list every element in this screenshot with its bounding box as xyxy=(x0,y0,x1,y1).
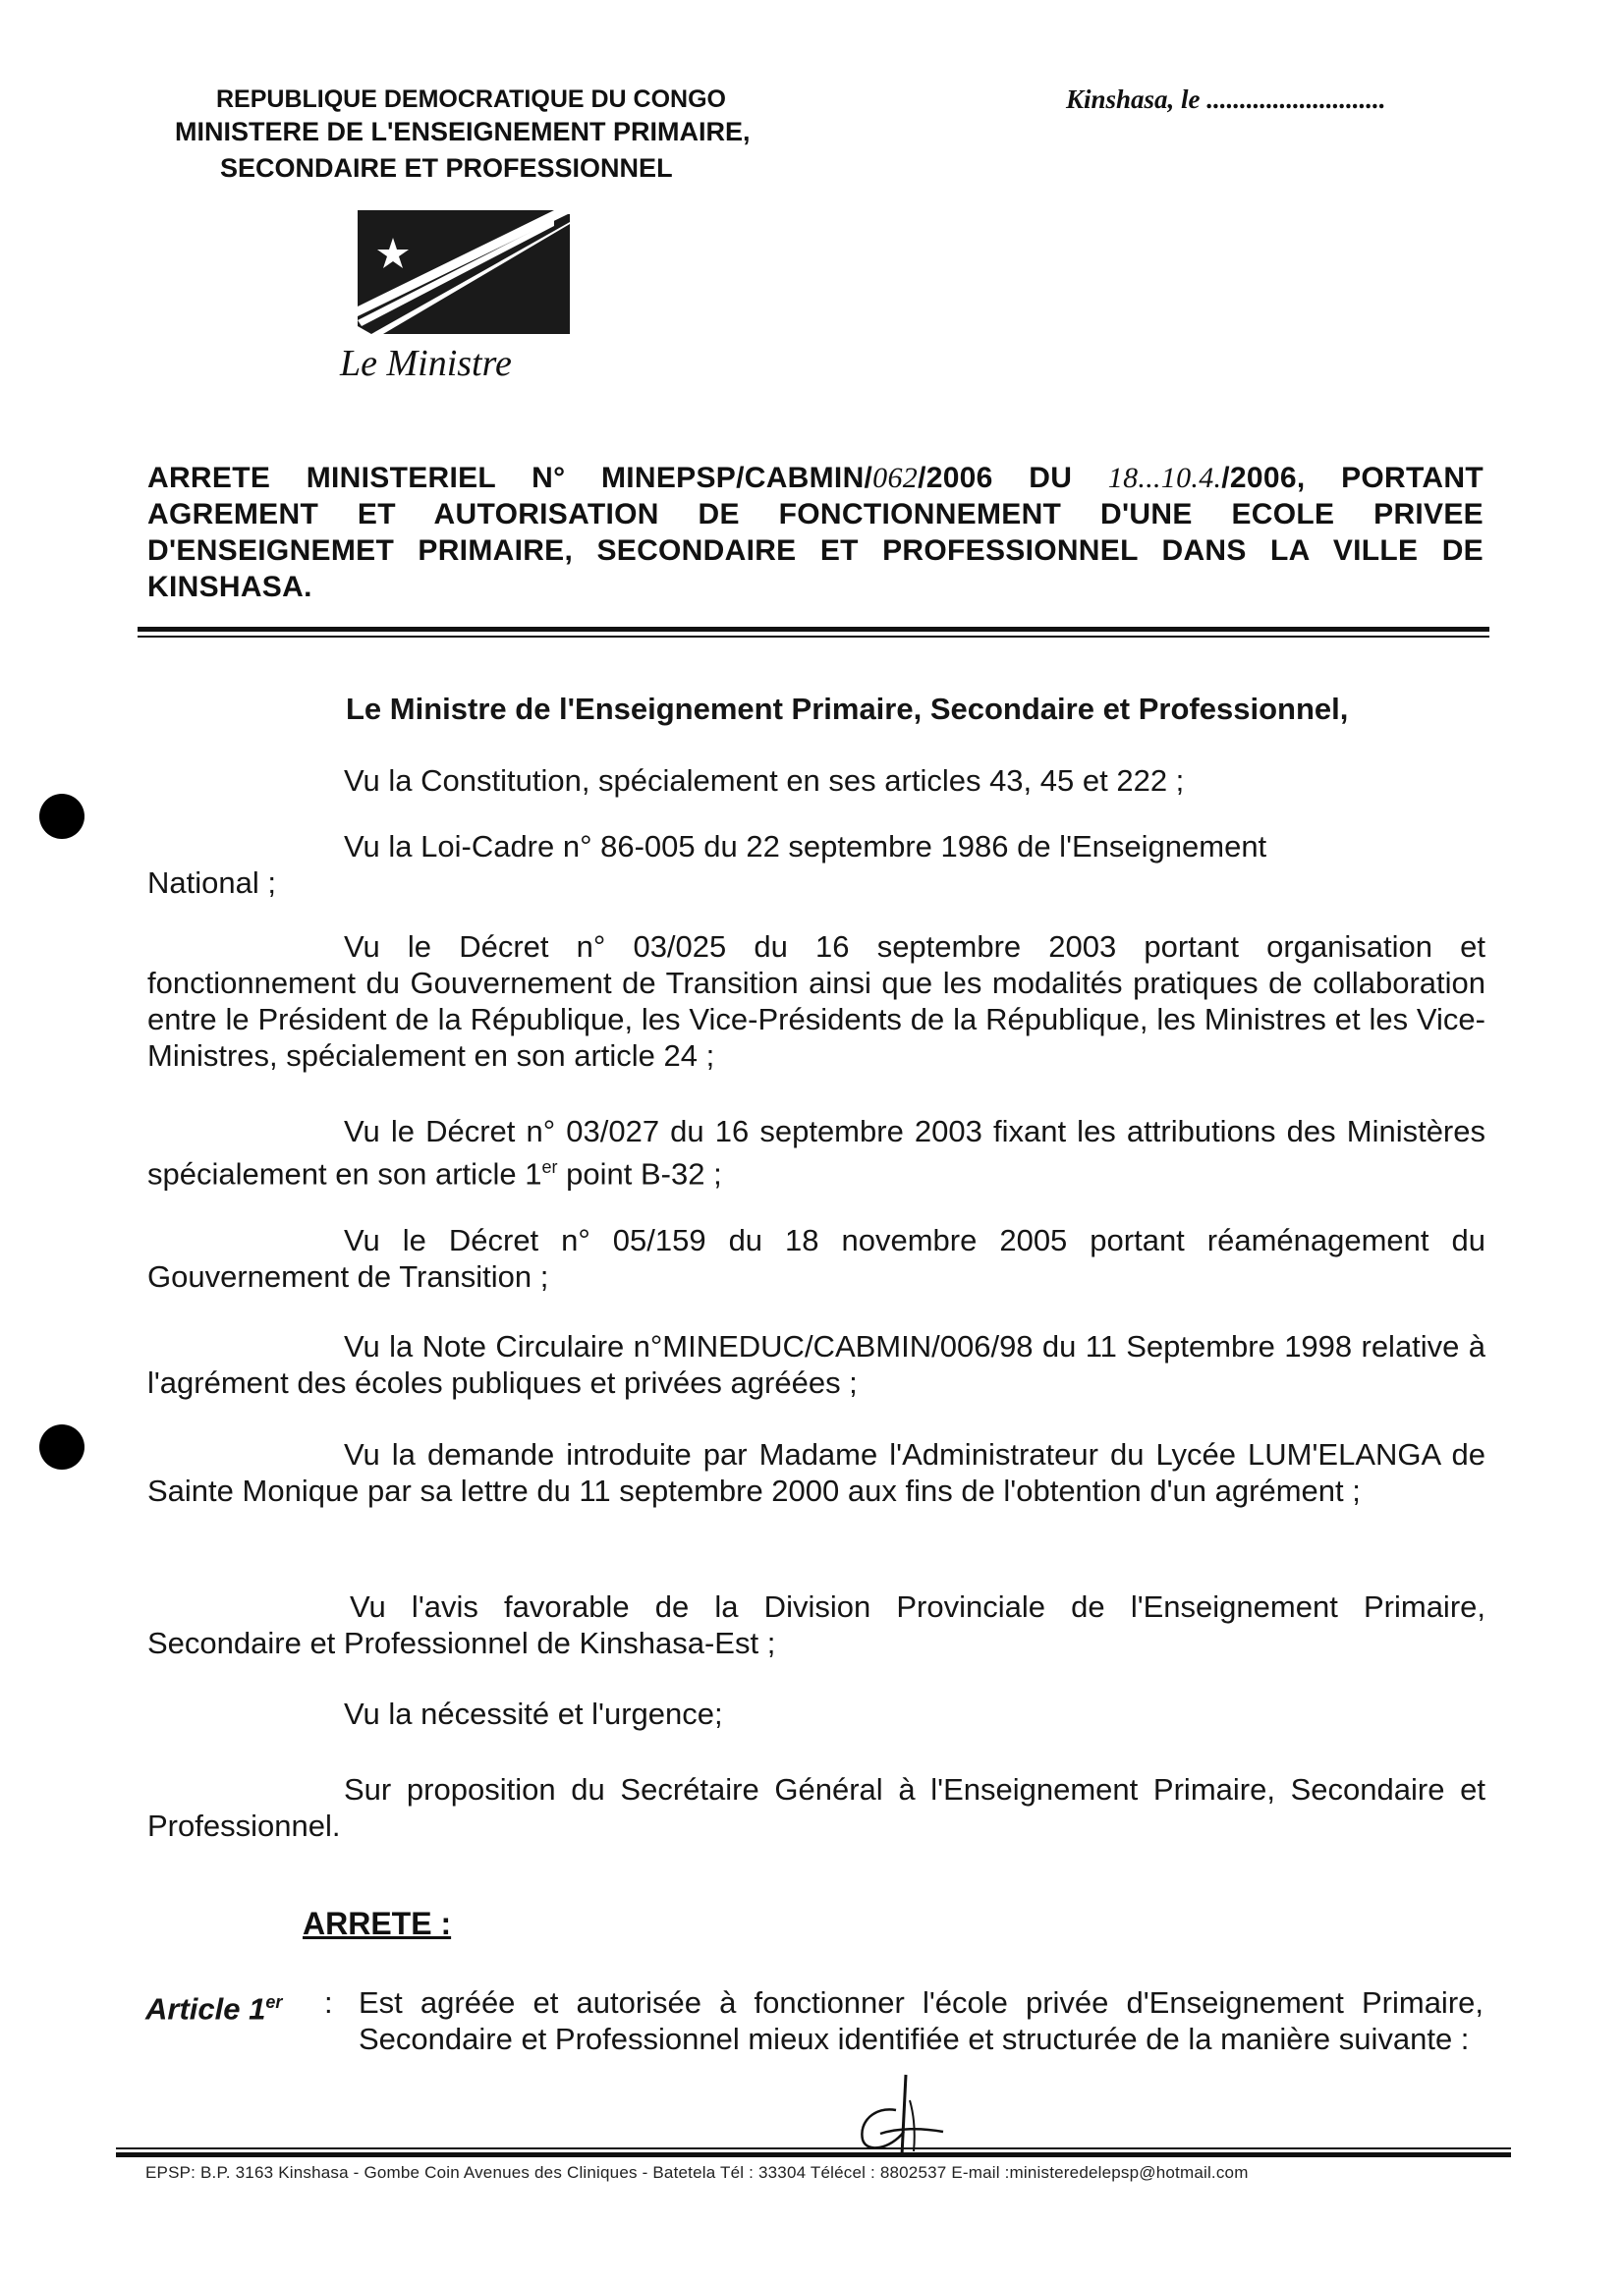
vu-constitution: Vu la Constitution, spécialement en ses articles 43, 45 et 222 ; xyxy=(344,763,1185,798)
article-colon: : xyxy=(324,1985,333,2020)
place-and-date: Kinshasa, le ........................... xyxy=(1066,84,1386,114)
title-part3: /2006, PORTANT AGREMENT ET AUTORISATION DE FONCTIONNEMENT D'UNE ECOLE PRIVEE D'ENSEIGNEMET PRIMAIRE, SECONDAIRE ET PROFESSIONNEL DANS LA VILLE DE KINSHASA. xyxy=(147,462,1484,603)
republic-name: REPUBLIQUE DEMOCRATIQUE DU CONGO xyxy=(216,85,726,113)
article-text: Est agréée et autorisée à fonctionner l'école privée d'Enseignement Primaire, Secondaire et Professionnel mieux identifiée et structurée de la manière suivante : xyxy=(359,1985,1484,2056)
arrete-heading: ARRETE : xyxy=(303,1906,452,1941)
decree-number: 062 xyxy=(872,462,919,494)
title-part1: ARRETE MINISTERIEL N° MINEPSP/CABMIN/ xyxy=(147,462,873,494)
signature-initials xyxy=(845,2071,953,2159)
vu-decret-03-025: Vu le Décret n° 03/025 du 16 septembre 2003 portant organisation et fonctionnement du Gouvernement de Transition ainsi que les modalités pratiques de collaboration entre le Président de la République, les Vice-Présidents de la République, les Ministres et les Vice-Ministres, spécialement en son article 24 ; xyxy=(147,929,1485,1073)
title-rule-thick xyxy=(138,627,1489,632)
vu-avis: Vu l'avis favorable de la Division Provinciale de l'Enseignement Primaire, Secondaire et Professionnel de Kinshasa-Est ; xyxy=(147,1589,1485,1660)
emblem-caption: Le Ministre xyxy=(340,343,512,384)
vu-decret-03-027: Vu le Décret n° 03/027 du 16 septembre 2003 fixant les attributions des Ministères spécialement en son article 1er point B-32 ; xyxy=(147,1114,1485,1192)
title-part2: /2006 DU xyxy=(918,462,1108,494)
footer-rule-thin xyxy=(116,2147,1511,2149)
minister-heading: Le Ministre de l'Enseignement Primaire, Secondaire et Professionnel, xyxy=(346,692,1349,726)
vu-note-circulaire: Vu la Note Circulaire n°MINEDUC/CABMIN/006/98 du 11 Septembre 1998 relative à l'agrément des écoles publiques et privées agréées ; xyxy=(147,1329,1485,1400)
ministry-name-line1: MINISTERE DE L'ENSEIGNEMENT PRIMAIRE, xyxy=(175,117,751,146)
article-label: Article 1er xyxy=(145,1991,283,2027)
ministry-name-line2: SECONDAIRE ET PROFESSIONNEL xyxy=(220,153,673,183)
vu-necessite: Vu la nécessité et l'urgence; xyxy=(344,1697,723,1731)
vu-demande: Vu la demande introduite par Madame l'Administrateur du Lycée LUM'ELANGA de Sainte Monique par sa lettre du 11 septembre 2000 aux fins de l'obtention d'un agrément ; xyxy=(147,1437,1485,1508)
decree-title xyxy=(147,460,1484,605)
sur-proposition: Sur proposition du Secrétaire Général à l'Enseignement Primaire, Secondaire et Professionnel. xyxy=(147,1772,1485,1843)
punch-hole-bottom xyxy=(39,1424,84,1470)
vu-loi-cadre-cont: National ; xyxy=(147,865,276,900)
drc-flag-emblem xyxy=(358,210,570,334)
decree-date: 18...10.4. xyxy=(1107,462,1222,494)
title-rule-thin xyxy=(138,636,1489,638)
vu-loi-cadre: Vu la Loi-Cadre n° 86-005 du 22 septembre 1986 de l'Enseignement xyxy=(344,829,1267,863)
footer-rule-thick xyxy=(116,2152,1511,2157)
footer-contact: EPSP: B.P. 3163 Kinshasa - Gombe Coin Avenues des Cliniques - Batetela Tél : 33304 Télécel : 8802537 E-mail :ministeredelepsp@hotmail.com xyxy=(145,2163,1249,2182)
punch-hole-top xyxy=(39,794,84,839)
vu-decret-05-159: Vu le Décret n° 05/159 du 18 novembre 2005 portant réaménagement du Gouvernement de Transition ; xyxy=(147,1223,1485,1294)
